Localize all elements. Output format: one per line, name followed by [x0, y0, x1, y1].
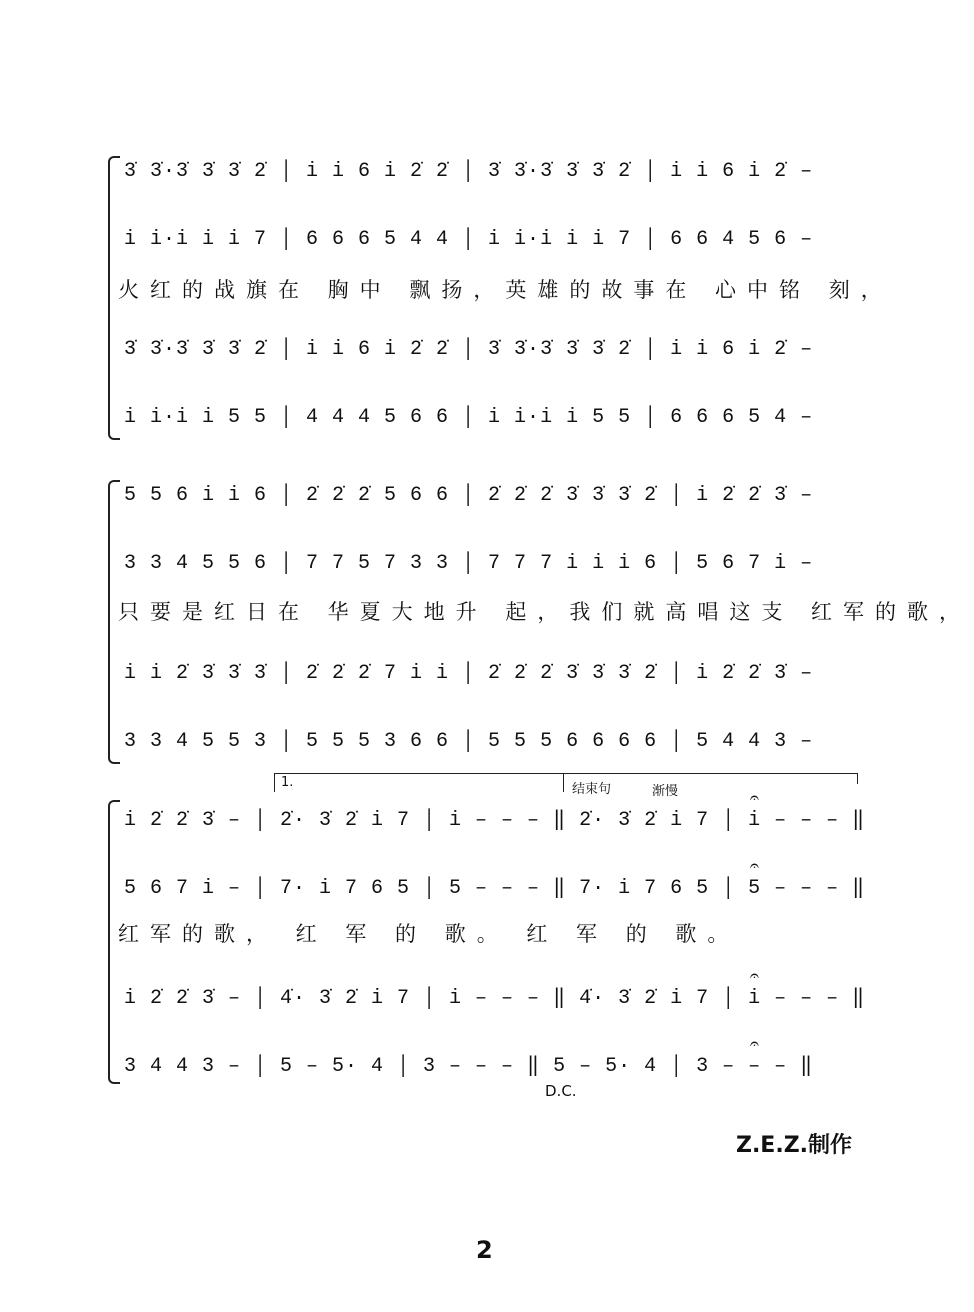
voice-soprano: i 2̇ 2̇ 3̇ – │ 2̇· 3̇ 2̇ i 7 │ i – – – ‖ 2̇· 3̇ 2̇ i 7 │ i – – – ‖	[124, 809, 866, 832]
voice-soprano: 5 5 6 i i 6 │ 2̇ 2̇ 2̇ 5 6 6 │ 2̇ 2̇ 2̇ 3̇ 3̇ 3̇ 2̇ │ i 2̇ 2̇ 3̇ –	[124, 484, 814, 507]
first-ending-bracket	[274, 773, 565, 792]
tempo-mark: 渐慢	[652, 784, 679, 799]
page-number: 2	[476, 1236, 493, 1264]
voice-soprano: 3̇ 3̇·3̇ 3̇ 3̇ 2̇ │ i i 6 i 2̇ 2̇ │ 3̇ 3̇·3̇ 3̇ 3̇ 2̇ │ i i 6 i 2̇ –	[124, 160, 814, 183]
voice-bass: 3 3 4 5 5 3 │ 5 5 5 3 6 6 │ 5 5 5 6 6 6 6 │ 5 4 4 3 –	[124, 730, 814, 753]
lyric-line: 红军的歌， 红 军 的 歌。 红 军 的 歌。	[118, 922, 740, 946]
voice-bass: i i·i i 5 5 │ 4 4 4 5 6 6 │ i i·i i 5 5 │ 6 6 6 5 4 –	[124, 406, 814, 429]
voice-bass: 3 4 4 3 – │ 5 – 5· 4 │ 3 – – – ‖ 5 – 5· 4 │ 3 – – – ‖	[124, 1055, 814, 1078]
lyric-line: 只要是红日在 华夏大地升 起，我们就高唱这支 红军的歌，	[118, 600, 972, 624]
credit: Z.E.Z.制作	[736, 1133, 853, 1158]
voice-alto: 5 6 7 i – │ 7· i 7 6 5 │ 5 – – – ‖ 7· i 7 6 5 │ 5 – – – ‖	[124, 877, 866, 900]
voice-tenor: 3̇ 3̇·3̇ 3̇ 3̇ 2̇ │ i i 6 i 2̇ 2̇ │ 3̇ 3̇·3̇ 3̇ 3̇ 2̇ │ i i 6 i 2̇ –	[124, 338, 814, 361]
fermata-icon: 𝄐	[750, 790, 759, 807]
ending-label: 结束句	[572, 782, 612, 797]
dc-mark: D.C.	[545, 1082, 577, 1100]
fermata-icon: 𝄐	[750, 1036, 759, 1053]
first-ending-label: 1.	[281, 775, 294, 790]
fermata-icon: 𝄐	[750, 858, 759, 875]
lyric-line: 火红的战旗在 胸中 飘扬，英雄的故事在 心中铭 刻，	[118, 278, 893, 302]
voice-tenor: i i 2̇ 3̇ 3̇ 3̇ │ 2̇ 2̇ 2̇ 7 i i │ 2̇ 2̇ 2̇ 3̇ 3̇ 3̇ 2̇ │ i 2̇ 2̇ 3̇ –	[124, 662, 814, 685]
voice-alto: i i·i i i 7 │ 6 6 6 5 4 4 │ i i·i i i 7 │ 6 6 4 5 6 –	[124, 228, 814, 251]
voice-alto: 3 3 4 5 5 6 │ 7 7 5 7 3 3 │ 7 7 7 i i i 6 │ 5 6 7 i –	[124, 552, 814, 575]
voice-tenor: i 2̇ 2̇ 3̇ – │ 4̇· 3̇ 2̇ i 7 │ i – – – ‖ 4̇· 3̇ 2̇ i 7 │ i – – – ‖	[124, 987, 866, 1010]
fermata-icon: 𝄐	[750, 968, 759, 985]
